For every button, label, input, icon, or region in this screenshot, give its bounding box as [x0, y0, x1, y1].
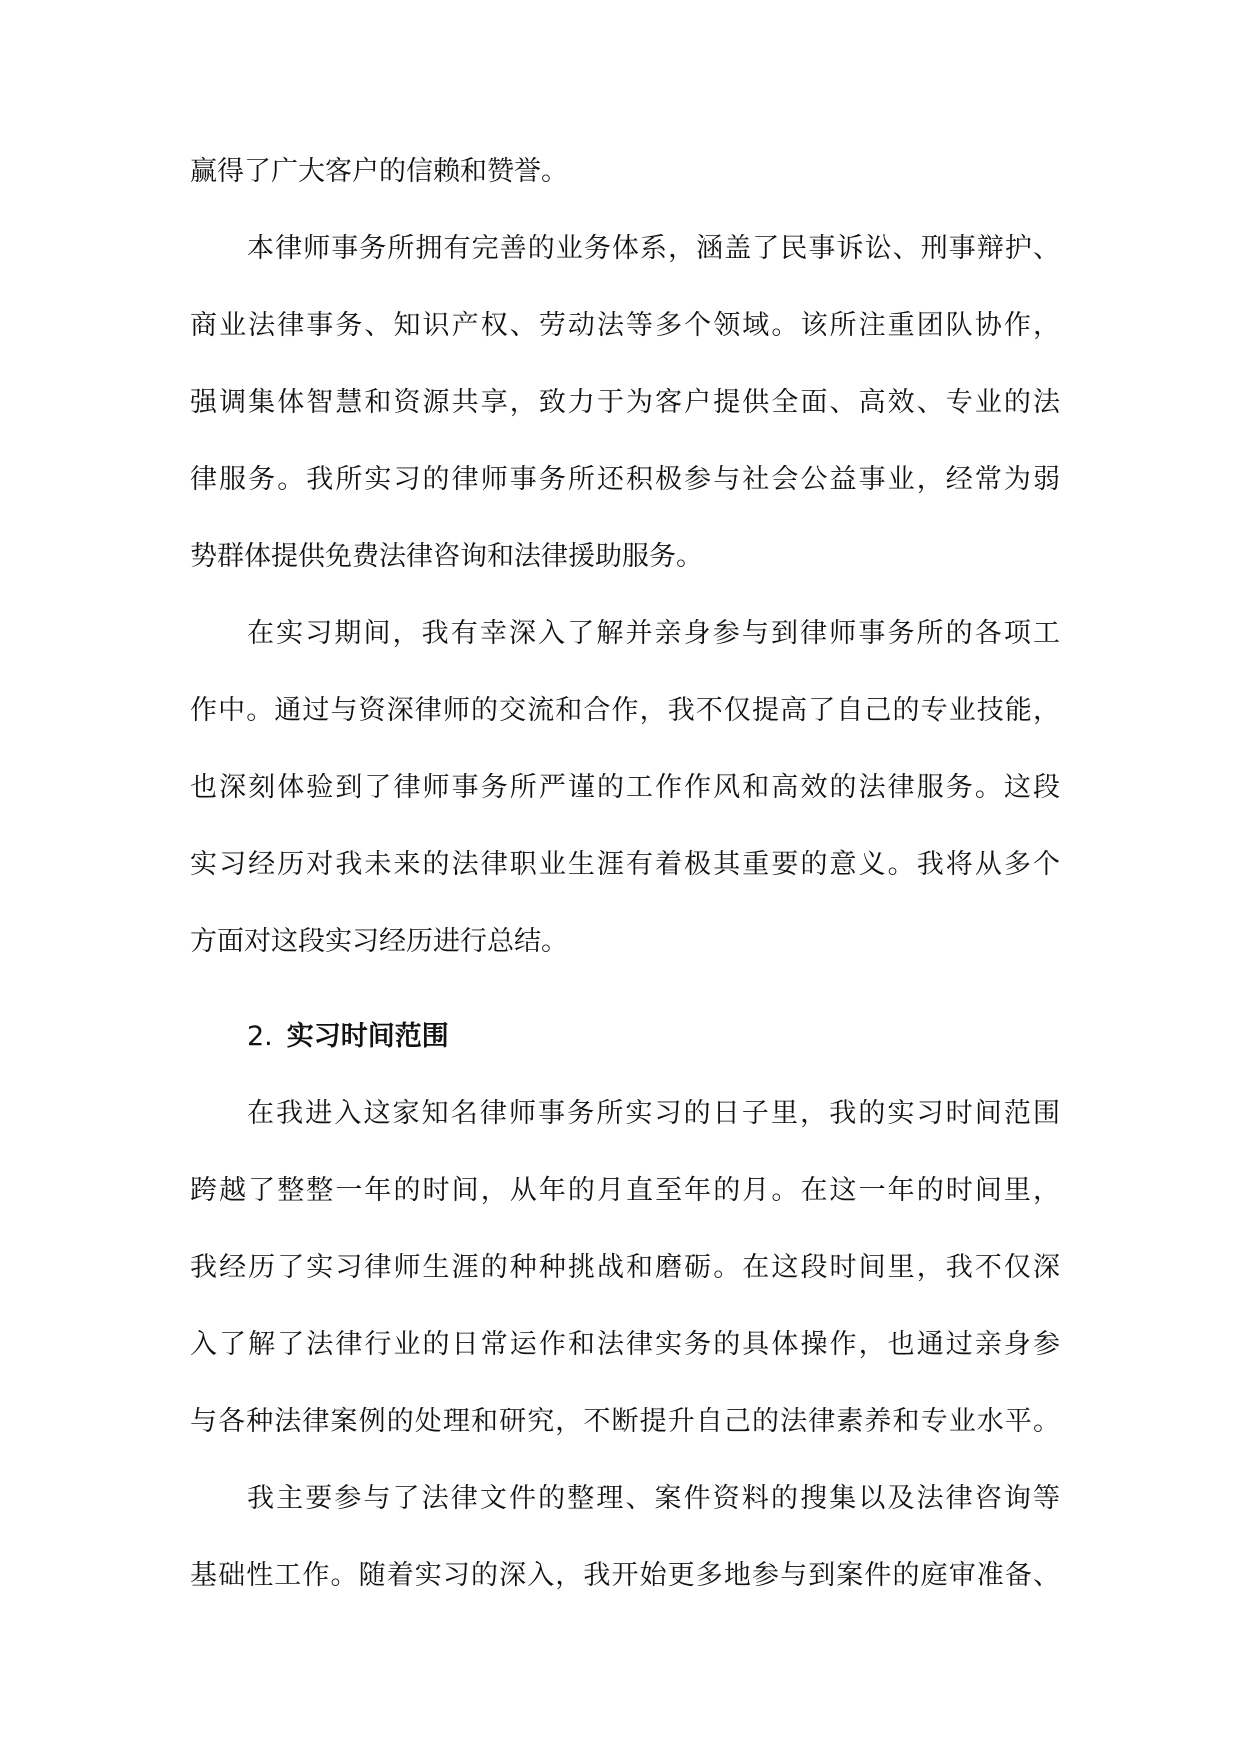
text-line: 势群体提供免费法律咨询和法律援助服务。 [190, 541, 703, 572]
text-line: 在实习期间，我有幸深入了解并亲身参与到律师事务所的各项工 [247, 618, 1060, 649]
text-line: 强调集体智慧和资源共享，致力于为客户提供全面、高效、专业的法 [190, 387, 1060, 418]
text-line: 本律师事务所拥有完善的业务体系，涵盖了民事诉讼、刑事辩护、 [247, 233, 1060, 264]
section-heading [247, 1015, 947, 1059]
text-line: 在我进入这家知名律师事务所实习的日子里，我的实习时间范围 [247, 1098, 1060, 1129]
text-line: 律服务。我所实习的律师事务所还积极参与社会公益事业，经常为弱 [190, 464, 1060, 495]
text-line: 作中。通过与资深律师的交流和合作，我不仅提高了自己的专业技能， [190, 695, 1060, 726]
text-line: 商业法律事务、知识产权、劳动法等多个领域。该所注重团队协作， [190, 310, 1060, 341]
text-line: 也深刻体验到了律师事务所严谨的工作作风和高效的法律服务。这段 [190, 772, 1060, 803]
text-line: 入了解了法律行业的日常运作和法律实务的具体操作，也通过亲身参 [190, 1329, 1060, 1360]
text-line: 方面对这段实习经历进行总结。 [190, 926, 568, 957]
text-line: 实习经历对我未来的法律职业生涯有着极其重要的意义。我将从多个 [190, 849, 1060, 880]
text-line: 与各种法律案例的处理和研究，不断提升自己的法律素养和专业水平。 [190, 1406, 1060, 1437]
section-number: 2. [247, 1021, 273, 1052]
text-line: 跨越了整整一年的时间，从年的月直至年的月。在这一年的时间里， [190, 1175, 1060, 1206]
text-line: 赢得了广大客户的信赖和赞誉。 [190, 156, 568, 187]
text-line: 我主要参与了法律文件的整理、案件资料的搜集以及法律咨询等 [247, 1483, 1060, 1514]
text-line: 基础性工作。随着实习的深入，我开始更多地参与到案件的庭审准备、 [190, 1560, 1060, 1591]
section-title: 实习时间范围 [286, 1021, 449, 1052]
text-line: 我经历了实习律师生涯的种种挑战和磨砺。在这段时间里，我不仅深 [190, 1252, 1060, 1283]
